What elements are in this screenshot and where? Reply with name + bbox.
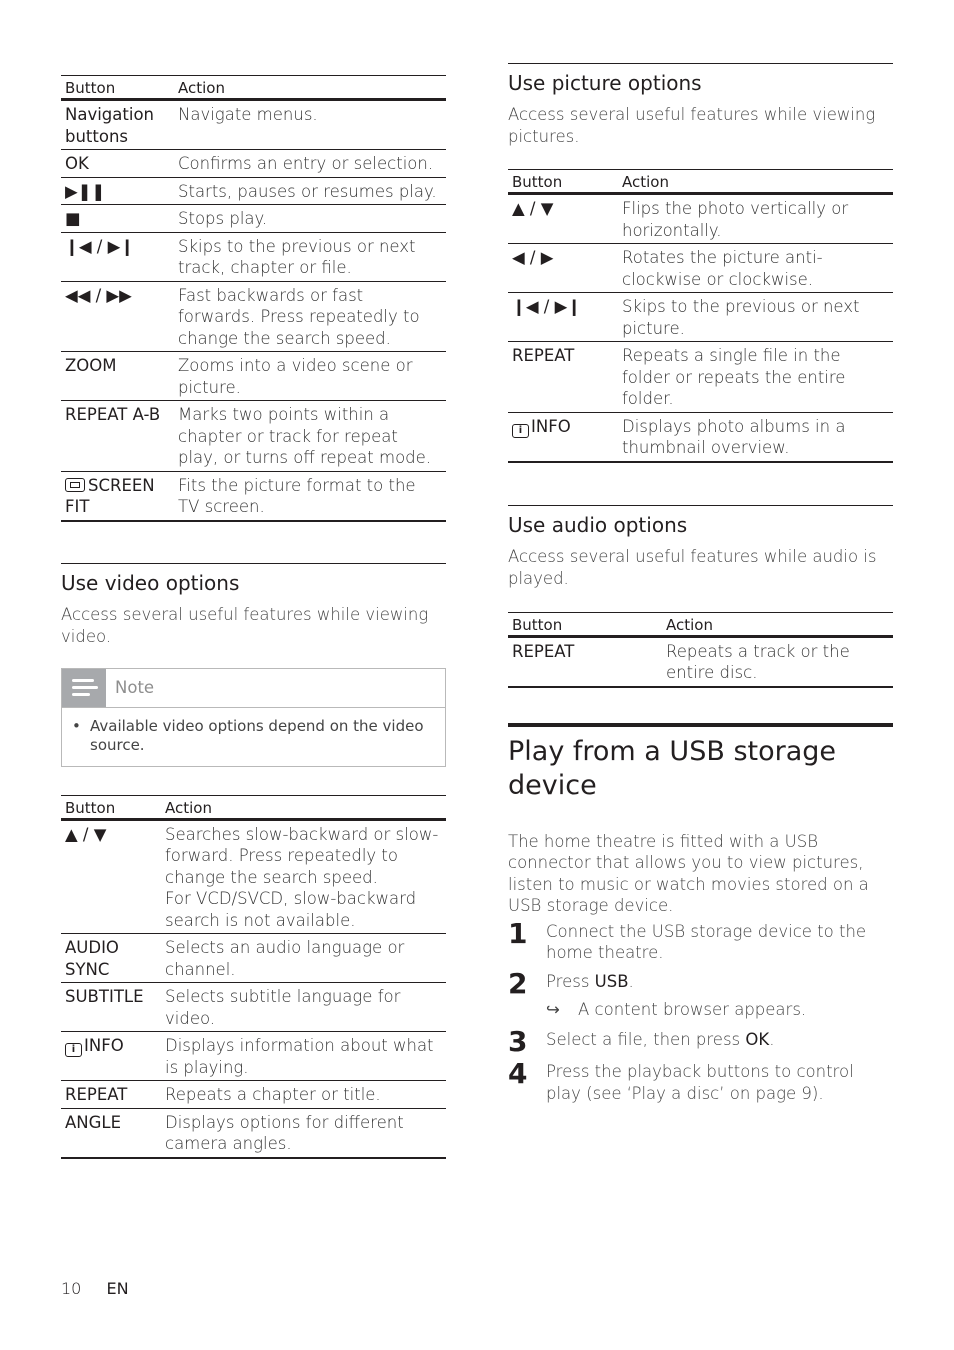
page-number: 10 [61,1279,82,1298]
column-header-action: Action [618,170,893,194]
button-cell: OK [61,150,174,178]
table-row [61,281,446,352]
table-header-row [61,795,446,819]
step-item [508,966,893,1000]
table-header-row [508,612,893,636]
button-cell [61,1032,161,1081]
stop-icon: ■ [61,205,174,233]
up-down-icon: ▲ / ▼ [61,819,161,934]
action-cell: Fast backwards or fast forwards. Press repeatedly to change the search speed. [174,281,446,352]
step-text [546,1029,774,1051]
step-item [508,1025,893,1058]
action-cell [161,819,446,934]
step-number: 1 [508,916,528,950]
step-text [546,971,634,993]
action-cell: Repeats a chapter or title. [161,1081,446,1109]
button-cell: ANGLE [61,1108,161,1158]
step-number: 3 [508,1025,528,1058]
step-text-post: . [769,1030,775,1049]
step-text: Connect the USB storage device to the home theatre. [546,921,867,962]
action-cell: Zooms into a video scene or picture. [174,352,446,401]
column-header-button: Button [508,170,618,194]
action-text: Searches slow-backward or slow-forward. Press repeatedly to change the search speed. [165,824,439,887]
column-header-button: Button [61,76,174,100]
info-icon: i [512,424,529,438]
action-cell: Skips to the previous or next picture. [618,293,893,342]
note-icon [62,669,106,707]
action-cell: Displays options for different camera angles. [161,1108,446,1158]
button-cell: REPEAT [508,636,662,687]
screen-fit-icon [65,478,85,492]
note-body [62,707,445,766]
picture-options-intro: Access several useful features while viewing pictures. [508,105,876,146]
action-cell: Selects subtitle language for video. [161,983,446,1032]
table-row [61,1032,446,1081]
right-column [508,63,893,1104]
left-right-icon: ◀ / ▶ [508,244,618,293]
step-number: 4 [508,1057,528,1090]
table-row [61,100,446,150]
step-item [508,1057,893,1104]
button-label: INFO [531,416,571,436]
video-options-intro: Access several useful features while viewing video. [61,604,429,646]
action-cell: Displays information about what is playing. [161,1032,446,1081]
button-label: SCREEN FIT [65,475,155,516]
skip-prev-next-icon: ❙◀ / ▶❙ [508,293,618,342]
button-cell [61,471,174,521]
action-cell: Navigate menus. [174,100,446,150]
info-icon: i [65,1043,82,1057]
table-row [508,412,893,462]
page-footer [61,1279,129,1298]
button-cell: REPEAT [508,342,618,413]
action-cell: Flips the photo vertically or horizontally. [618,194,893,244]
step-text-post: . [628,971,634,991]
step-text-pre: Select a file, then press [546,1030,746,1049]
table-row [61,401,446,472]
step-text: Press the playback buttons to control play (see ‘Play a disc’ on page 9). [546,1062,854,1103]
usb-steps [508,916,893,1105]
column-header-action: Action [161,795,446,819]
audio-options-heading: Use audio options [508,512,688,537]
table-row [61,983,446,1032]
action-cell: Rotates the picture anti-clockwise or clockwise. [618,244,893,293]
usb-heading: Play from a USB storage device [508,735,837,801]
note-label: Note [115,678,155,697]
table-row [61,177,446,205]
audio-options-table [508,612,893,688]
play-pause-icon: ▶❚❚ [61,177,174,205]
table-row [508,636,893,687]
table-row [508,194,893,244]
action-cell: Marks two points within a chapter or track for repeat play, or turns off repeat mode. [174,401,446,472]
action-cell: Repeats a track or the entire disc. [662,636,893,687]
note-header [62,669,445,707]
result-text: A content browser appears. [578,999,807,1019]
skip-prev-next-icon: ❙◀ / ▶❙ [61,232,174,281]
button-cell: SUBTITLE [61,983,161,1032]
table-header-row [61,76,446,100]
action-cell: Starts, pauses or resumes play. [174,177,446,205]
button-cell: REPEAT A-B [61,401,174,472]
button-cell: AUDIO SYNC [61,934,161,983]
up-down-icon: ▲ / ▼ [508,194,618,244]
step-result [546,999,893,1021]
left-column [61,75,446,1159]
usb-key: USB [594,971,629,991]
video-options-heading: Use video options [61,570,240,595]
button-cell: ZOOM [61,352,174,401]
step-number: 2 [508,966,528,1000]
language-code: EN [106,1279,129,1298]
table-row [508,342,893,413]
general-button-table [61,75,446,522]
result-arrow-icon: ↪ [546,999,560,1019]
table-row [61,471,446,521]
usb-intro: The home theatre is fitted with a USB connector that allows you to view pictures, listen to music or watch movies stored on a USB storage device. [508,831,869,915]
action-cell: Stops play. [174,205,446,233]
button-cell: Navigation buttons [61,100,174,150]
table-row [61,934,446,983]
table-row [61,205,446,233]
table-header-row [508,170,893,194]
note-text: Available video options depend on the video source. [90,716,424,754]
ok-key: OK [745,1030,770,1049]
column-header-action: Action [662,612,893,636]
action-cell: Confirms an entry or selection. [174,150,446,178]
action-cell: Skips to the previous or next track, chapter or file. [174,232,446,281]
picture-options-heading: Use picture options [508,71,702,95]
audio-options-intro: Access several useful features while audio is played. [508,546,877,588]
button-label: INFO [84,1036,124,1055]
action-cell: Displays photo albums in a thumbnail overview. [618,412,893,462]
bullet-icon: • [72,716,81,735]
table-row [508,244,893,293]
column-header-button: Button [61,795,161,819]
table-row [508,293,893,342]
table-row [61,232,446,281]
action-text-extra: For VCD/SVCD, slow-backward search is not available. [165,889,417,930]
fast-backward-forward-icon: ◀◀ / ▶▶ [61,281,174,352]
note-box [61,668,446,767]
step-item [508,916,893,964]
column-header-button: Button [508,612,662,636]
picture-options-table [508,169,893,463]
column-header-action: Action [174,76,446,100]
table-row [61,1108,446,1158]
table-row [61,1081,446,1109]
table-row [61,819,446,934]
table-row [61,150,446,178]
action-cell: Fits the picture format to the TV screen. [174,471,446,521]
table-row [61,352,446,401]
button-cell [508,412,618,462]
action-cell: Repeats a single file in the folder or repeats the entire folder. [618,342,893,413]
action-cell: Selects an audio language or channel. [161,934,446,983]
video-options-table [61,795,446,1159]
step-text-pre: Press [546,971,595,991]
button-cell: REPEAT [61,1081,161,1109]
